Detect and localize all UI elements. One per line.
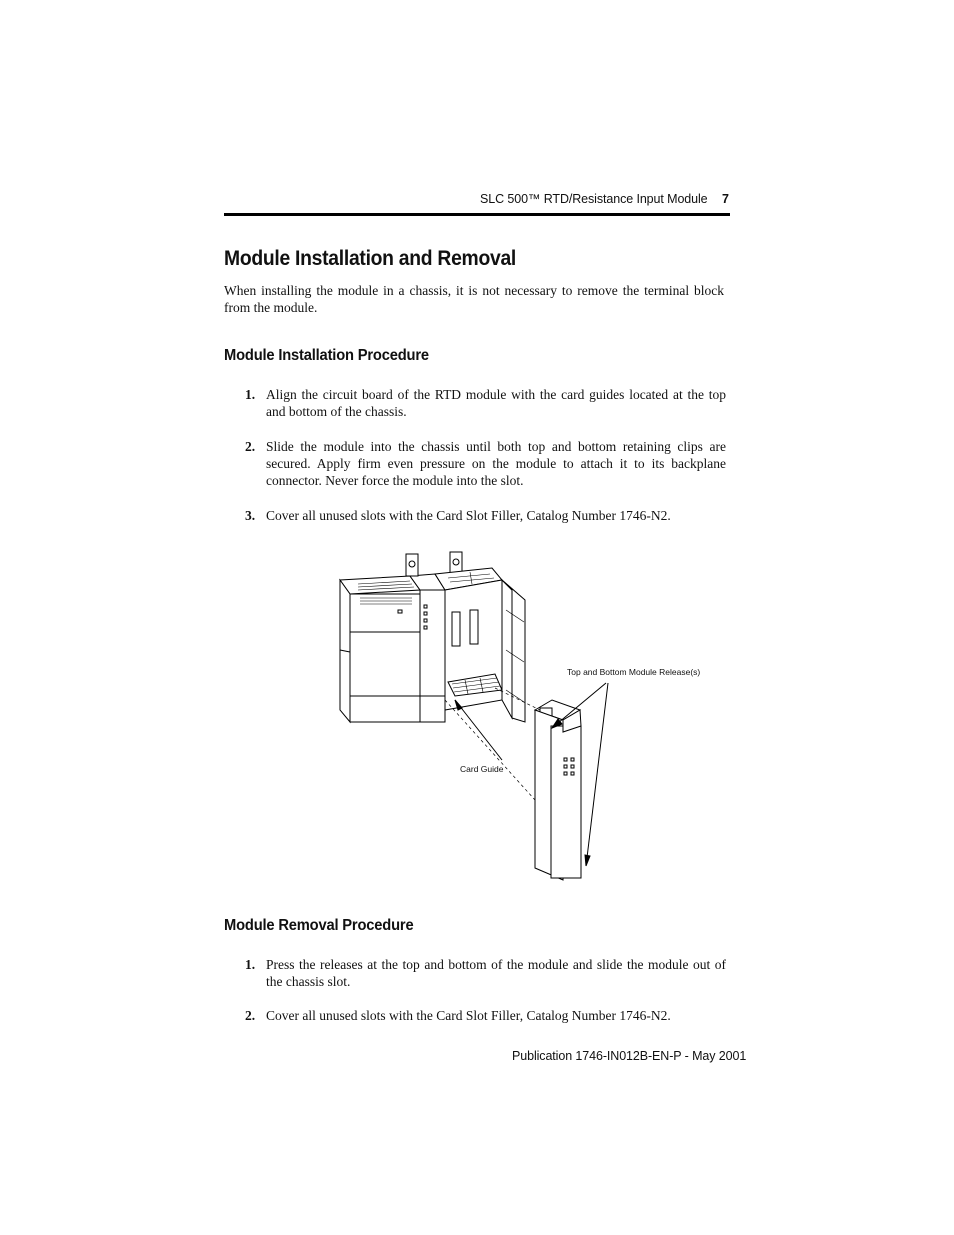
page-number: 7 — [722, 192, 729, 206]
release-label: Top and Bottom Module Release(s) — [567, 667, 701, 677]
removal-heading: Module Removal Procedure — [224, 917, 414, 934]
card-guide-label: Card Guide — [460, 764, 504, 774]
step-number: 2. — [245, 1008, 256, 1023]
publication-footer: Publication 1746-IN012B-EN-P - May 2001 — [512, 1049, 747, 1063]
section-title: Module Installation and Removal — [224, 247, 517, 270]
running-header-title: SLC 500™ RTD/Resistance Input Module — [480, 192, 708, 206]
step-text: Slide the module into the chassis until both top and bottom retaining clips are secured. Apply firm even pressure on the module to attach it to its backplane connector. Never force the module into the slot. — [266, 439, 726, 488]
installation-figure — [330, 550, 730, 885]
installation-heading: Module Installation Procedure — [224, 347, 429, 364]
step-text: Cover all unused slots with the Card Slot Filler, Catalog Number 1746-N2. — [266, 508, 671, 523]
step-text: Press the releases at the top and bottom of the module and slide the module out of the chassis slot. — [266, 957, 726, 989]
step-number: 3. — [245, 508, 256, 523]
header-rule — [224, 213, 730, 216]
step-text: Cover all unused slots with the Card Slot Filler, Catalog Number 1746-N2. — [266, 1008, 671, 1023]
step-number: 1. — [245, 957, 256, 972]
step-text: Align the circuit board of the RTD module with the card guides located at the top and bottom of the chassis. — [266, 387, 726, 419]
intro-paragraph: When installing the module in a chassis, it is not necessary to remove the terminal block from the module. — [224, 283, 724, 315]
step-number: 1. — [245, 387, 256, 402]
step-number: 2. — [245, 439, 256, 454]
chassis-illustration — [330, 550, 730, 885]
